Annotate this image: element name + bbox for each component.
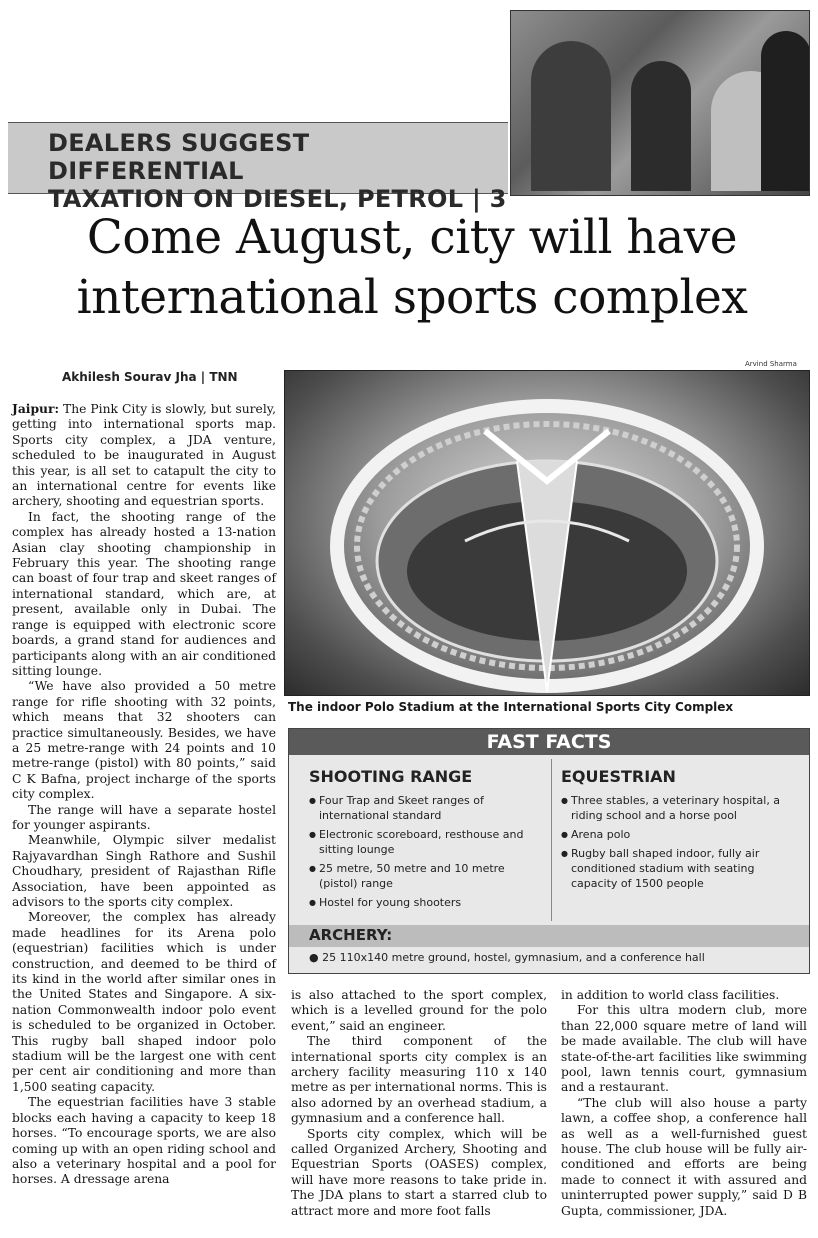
article-paragraph: The third component of the international sports city complex is an archery facility measuring 110 x 140 metre as per international norms. This is also adorned by an overhead stadium, a gymnasium and a conference hall. bbox=[291, 1034, 547, 1126]
kicker-bar bbox=[8, 122, 508, 213]
article-paragraph: “We have also provided a 50 metre range for rifle shooting with 32 points, which means that 32 shooters can practice simultaneously. Besides, we have a 25 metre-range with 24 points and 10 metre-range (pistol) with 80 points,” said C K Bafna, project incharge of the sports city complex. bbox=[12, 679, 276, 802]
headline-line-1: Come August, city will have bbox=[86, 210, 738, 265]
shooting-range-heading: SHOOTING RANGE bbox=[309, 767, 473, 786]
archery-heading: ARCHERY: bbox=[309, 926, 393, 944]
archery-bar bbox=[289, 925, 809, 947]
list-item: ● Four Trap and Skeet ranges of international standard bbox=[309, 793, 541, 823]
fast-facts-header bbox=[289, 729, 809, 755]
shooting-range-list bbox=[309, 793, 541, 914]
list-item: ● Three stables, a veterinary hospital, a riding school and a horse pool bbox=[561, 793, 797, 823]
dateline: Jaipur: bbox=[12, 401, 60, 416]
kicker-line-1: DEALERS SUGGEST DIFFERENTIAL bbox=[48, 129, 310, 185]
fast-facts-divider bbox=[551, 759, 552, 921]
article-paragraph: Meanwhile, Olympic silver medalist Rajyavardhan Singh Rathore and Sushil Choudhary, president of Rajasthan Rifle Association, have been appointed as advisors to the sports city complex. bbox=[12, 833, 276, 909]
kicker-line-2: TAXATION ON DIESEL, PETROL | 3 bbox=[48, 185, 507, 213]
fast-facts-title: FAST FACTS bbox=[486, 731, 612, 753]
list-item: ● Rugby ball shaped indoor, fully air conditioned stadium with seating capacity of 1500 people bbox=[561, 846, 797, 891]
article-paragraph: Jaipur: The Pink City is slowly, but surely, getting into international sports map. Sports city complex, a JDA venture, scheduled to be inaugurated in August this year, is all set to catapult the city to an international centre for events like archery, shooting and equestrian sports. bbox=[12, 401, 276, 509]
kicker-text bbox=[48, 129, 508, 213]
article-paragraph: For this ultra modern club, more than 22,000 square metre of land will be made available. The club will have state-of-the-art facilities like swimming pool, lawn tennis court, gymnasium and a restaurant. bbox=[561, 1003, 807, 1095]
stadium-photo bbox=[284, 370, 810, 696]
article-column-2 bbox=[291, 988, 547, 1219]
article-paragraph: in addition to world class facilities. bbox=[561, 988, 780, 1002]
photo-figure bbox=[631, 61, 691, 191]
stadium-illustration bbox=[285, 371, 809, 695]
archery-text: ● 25 110x140 metre ground, hostel, gymnasium, and a conference hall bbox=[309, 951, 705, 964]
list-item: ● Electronic scoreboard, resthouse and sitting lounge bbox=[309, 827, 541, 857]
article-paragraph: Sports city complex, which will be called Organized Archery, Shooting and Equestrian Sports (OASES) complex, will have more reasons to take pride in. The JDA plans to start a starred club to attract more and more foot falls bbox=[291, 1126, 547, 1218]
byline: Akhilesh Sourav Jha | TNN bbox=[62, 370, 238, 384]
list-item: ● Arena polo bbox=[561, 827, 797, 842]
article-paragraph: is also attached to the sport complex, which is a levelled ground for the polo event,” said an engineer. bbox=[291, 988, 547, 1033]
top-photo bbox=[510, 10, 810, 196]
photo-caption: The indoor Polo Stadium at the International Sports City Complex bbox=[288, 700, 734, 714]
article-column-1 bbox=[12, 401, 276, 1188]
equestrian-list bbox=[561, 793, 797, 895]
headline bbox=[22, 208, 802, 328]
article-paragraph: The range will have a separate hostel for younger aspirants. bbox=[12, 802, 276, 832]
photo-figure bbox=[531, 41, 611, 191]
equestrian-heading: EQUESTRIAN bbox=[561, 767, 676, 786]
article-paragraph: “The club will also house a party lawn, a coffee shop, a conference hall as well as a well-furnished guest house. The club house will be fully air-conditioned and efforts are being made to connect it with assured and uninterrupted power supply,” said D B Gupta, commissioner, JDA. bbox=[561, 1095, 807, 1218]
article-paragraph: Moreover, the complex has already made headlines for its Arena polo (equestrian) facilities which is under construction, and deemed to be third of its kind in the world after similar ones in the United States and Singapore. A six-nation Commonwealth indoor polo event is scheduled to be organized in October. This rugby ball shaped indoor polo stadium will be the largest one with cent per cent air conditioning and more than 1,500 seating capacity. bbox=[12, 910, 276, 1094]
article-paragraph: The equestrian facilities have 3 stable blocks each having a capacity to keep 18 horses. “To encourage sports, we are also coming up with an open riding school and also a veterinary hospital and a pool for horses. A dressage arena bbox=[12, 1095, 276, 1187]
photo-figure bbox=[761, 31, 810, 191]
article-paragraph: In fact, the shooting range of the complex has already hosted a 13-nation Asian clay shooting championship in February this year. The shooting range can boast of four trap and skeet ranges of international standard, which are, at present, available only in Dubai. The range is equipped with electronic score boards, a grand stand for audiences and participants along with an air conditioned sitting lounge. bbox=[12, 509, 276, 678]
list-item: ● 25 metre, 50 metre and 10 metre (pistol) range bbox=[309, 861, 541, 891]
photo-credit: Arvind Sharma bbox=[745, 360, 797, 368]
list-item: ● Hostel for young shooters bbox=[309, 895, 541, 910]
fast-facts-box bbox=[288, 728, 810, 974]
article-column-3 bbox=[561, 988, 807, 1219]
headline-line-2: international sports complex bbox=[76, 270, 748, 325]
